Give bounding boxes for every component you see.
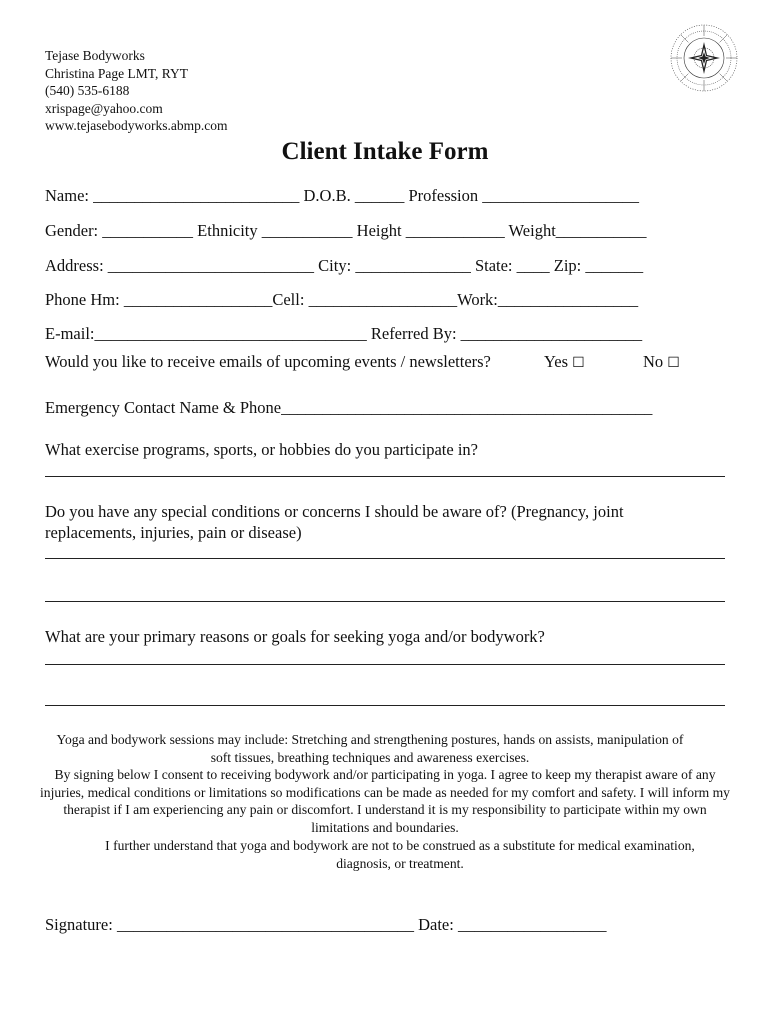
address-blank[interactable]: _________________________ [107, 256, 315, 275]
consent-paragraph-3: I further understand that yoga and bodywork are not to be construed as a substitute for medical examination, diagnosis, or treatment. [105, 838, 695, 871]
contact-phone: (540) 535-6188 [45, 83, 130, 98]
mandala-logo-icon [668, 22, 740, 94]
goals-answer-line-1[interactable] [45, 664, 725, 665]
row-name [45, 186, 639, 206]
city-blank[interactable]: ______________ [355, 256, 471, 275]
referred-by-blank[interactable]: ______________________ [460, 324, 643, 343]
row-address [45, 256, 643, 276]
city-label: City: [318, 256, 352, 275]
email-blank[interactable]: _________________________________ [94, 324, 367, 343]
cell-blank[interactable]: __________________ [308, 290, 458, 309]
date-label: Date: [418, 915, 454, 934]
contact-email: xrispage@yahoo.com [45, 100, 163, 116]
row-phone [45, 290, 638, 310]
newsletter-yes-checkbox[interactable]: ☐ [572, 355, 585, 371]
conditions-question-line1: Do you have any special conditions or concerns I should be aware of? (Pregnancy, joint [45, 502, 624, 521]
dob-label: D.O.B. [303, 186, 351, 205]
zip-label: Zip: [553, 256, 582, 275]
gender-label: Gender: [45, 221, 99, 240]
conditions-question-line2: replacements, injuries, pain or disease) [45, 523, 302, 542]
newsletter-no-option[interactable] [643, 352, 680, 372]
conditions-answer-line-2[interactable] [45, 601, 725, 602]
exercise-answer-line[interactable] [45, 476, 725, 477]
work-blank[interactable]: _________________ [497, 290, 639, 309]
form-title: Client Intake Form [281, 138, 489, 165]
height-label: Height [356, 221, 402, 240]
row-email [45, 324, 642, 344]
date-blank[interactable]: __________________ [457, 915, 607, 934]
exercise-question: What exercise programs, sports, or hobbies do you participate in? [45, 440, 478, 459]
phone-hm-label: Phone Hm: [45, 290, 120, 309]
profession-blank[interactable]: ___________________ [482, 186, 639, 205]
weight-label: Weight [508, 221, 556, 240]
newsletter-no-checkbox[interactable]: ☐ [667, 355, 680, 371]
address-label: Address: [45, 256, 104, 275]
row-signature [45, 915, 606, 935]
name-blank[interactable]: _________________________ [93, 186, 300, 205]
state-label: State: [474, 256, 513, 275]
practitioner-name: Christina Page LMT, RYT [45, 65, 188, 81]
newsletter-question: Would you like to receive emails of upcoming events / newsletters? [45, 352, 491, 371]
email-label: E-mail: [45, 324, 95, 343]
consent-paragraph-1: Yoga and bodywork sessions may include: Stretching and strengthening postures, hands on assists, manipulation of soft tissues, breathing techniques and awareness exercises. [56, 732, 684, 765]
newsletter-yes-label: Yes [544, 352, 569, 371]
zip-blank[interactable]: _______ [585, 256, 644, 275]
weight-blank[interactable]: ___________ [555, 221, 647, 240]
ethnicity-blank[interactable]: ___________ [261, 221, 353, 240]
state-blank[interactable]: ____ [516, 256, 550, 275]
profession-label: Profession [408, 186, 479, 205]
name-label: Name: [45, 186, 89, 205]
gender-blank[interactable]: ___________ [102, 221, 194, 240]
signature-blank[interactable]: ____________________________________ [116, 915, 414, 934]
emergency-contact-label: Emergency Contact Name & Phone [45, 398, 282, 417]
goals-question: What are your primary reasons or goals for seeking yoga and/or bodywork? [45, 627, 545, 646]
ethnicity-label: Ethnicity [197, 221, 258, 240]
emergency-contact-blank[interactable]: _____________________________________________ [281, 398, 653, 417]
newsletter-yes-option[interactable] [544, 352, 585, 372]
referred-by-label: Referred By: [370, 324, 457, 343]
phone-hm-blank[interactable]: __________________ [123, 290, 273, 309]
height-blank[interactable]: ____________ [405, 221, 505, 240]
business-name: Tejase Bodyworks [45, 48, 145, 63]
contact-website: www.tejasebodyworks.abmp.com [45, 118, 228, 133]
conditions-answer-line-1[interactable] [45, 558, 725, 559]
signature-label: Signature: [45, 915, 113, 934]
row-gender [45, 221, 647, 241]
row-emergency-contact [45, 398, 652, 418]
newsletter-no-label: No [643, 352, 664, 371]
cell-label: Cell: [272, 290, 305, 309]
work-label: Work: [457, 290, 498, 309]
consent-paragraph-2: By signing below I consent to receiving bodywork and/or participating in yoga. I agree to keep my therapist aware of any injuries, medical conditions or limitations so modifications can be made as needed for my comfort and safety. I will inform my therapist if I am experiencing any pain or discomfort. I understand it is my responsibility to participate within my own limitations and boundaries. [40, 767, 730, 835]
goals-answer-line-2[interactable] [45, 705, 725, 706]
dob-blank[interactable]: ______ [354, 186, 405, 205]
